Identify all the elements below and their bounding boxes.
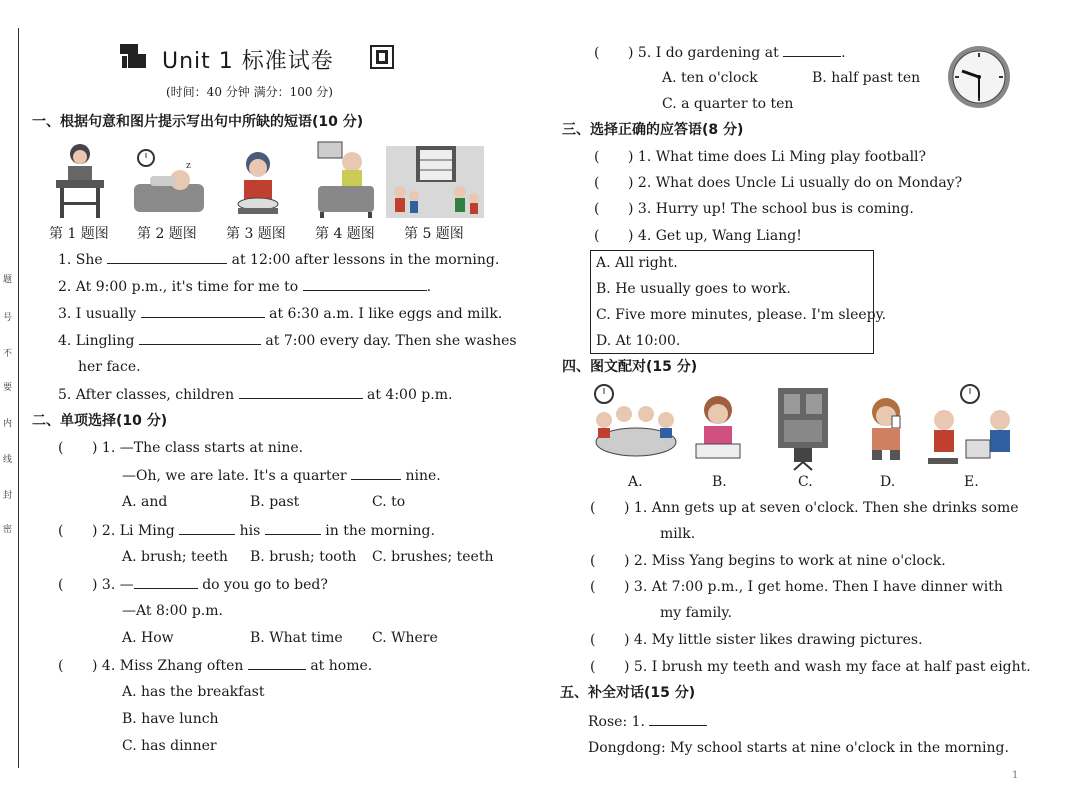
s2-question-3-reply: —At 8:00 p.m. — [122, 603, 223, 619]
binding-line — [18, 28, 19, 768]
exam-icon — [370, 45, 394, 69]
s4-question-1-cont: milk. — [660, 526, 696, 542]
children-playing-picture — [386, 146, 484, 218]
office-worker-picture — [774, 386, 832, 472]
answer-blank[interactable] — [139, 331, 261, 345]
answer-blank[interactable] — [134, 575, 198, 589]
s2-question-4: ( ) 4. Miss Zhang often at home. — [58, 658, 373, 674]
caption-2: 第 2 题图 — [137, 226, 197, 242]
option[interactable]: C. has dinner — [122, 738, 217, 754]
s3-question-3: ( ) 3. Hurry up! The school bus is coming. — [594, 201, 914, 217]
s4-question-5: ( ) 5. I brush my teeth and wash my face at half past eight. — [590, 659, 1031, 675]
picture-letter: A. — [628, 474, 643, 490]
s1-question-4-cont: her face. — [78, 359, 141, 375]
answer-blank[interactable] — [248, 656, 306, 670]
s2-question-5: ( ) 5. I do gardening at . — [594, 45, 846, 61]
section5-heading: 五、补全对话(15 分) — [560, 685, 696, 701]
picture-letter: C. — [798, 474, 813, 490]
margin-char: 号 — [3, 313, 13, 323]
option[interactable]: C. to — [372, 494, 406, 510]
s3-question-1: ( ) 1. What time does Li Ming play football? — [594, 149, 927, 165]
option[interactable]: B. What time — [250, 630, 343, 646]
option[interactable]: B. past — [250, 494, 300, 510]
caption-3: 第 3 题图 — [226, 226, 286, 242]
answer-option: B. He usually goes to work. — [596, 281, 791, 297]
dialogue-line-1: Rose: 1. — [588, 712, 707, 731]
option[interactable]: B. half past ten — [812, 70, 921, 86]
s1-question-5: 5. After classes, children at 4:00 p.m. — [58, 387, 453, 403]
s2-question-1-reply: —Oh, we are late. It's a quarter nine. — [122, 468, 441, 484]
margin-char: 要 — [3, 383, 13, 393]
picture-letter: D. — [880, 474, 896, 490]
option[interactable]: A. has the breakfast — [122, 684, 265, 700]
margin-char: 内 — [3, 419, 13, 429]
answer-blank[interactable] — [141, 304, 265, 318]
answer-blank[interactable] — [783, 43, 841, 57]
s2-question-1: ( ) 1. —The class starts at nine. — [58, 440, 304, 456]
answer-option: A. All right. — [596, 255, 678, 271]
caption-1: 第 1 题图 — [49, 226, 109, 242]
getting-up-picture — [316, 140, 378, 220]
option[interactable]: A. brush; teeth — [122, 549, 228, 565]
option[interactable]: B. have lunch — [122, 711, 219, 727]
s4-question-2: ( ) 2. Miss Yang begins to work at nine o'clock. — [590, 553, 946, 569]
svg-text:z: z — [186, 161, 191, 171]
girl-at-desk-picture — [52, 140, 108, 220]
option[interactable]: A. How — [122, 630, 174, 646]
answer-option: C. Five more minutes, please. I'm sleepy. — [596, 307, 887, 323]
dialogue-line-2: Dongdong: My school starts at nine o'clock in the morning. — [588, 740, 1009, 756]
answer-blank[interactable] — [239, 385, 363, 399]
answer-blank[interactable] — [107, 250, 227, 264]
page-number: 1 — [1012, 770, 1019, 781]
boy-eating-picture — [232, 148, 284, 220]
unit-logo-icon — [120, 44, 146, 70]
s4-question-3: ( ) 3. At 7:00 p.m., I get home. Then I have dinner with — [590, 579, 1003, 595]
picture-letter: E. — [964, 474, 979, 490]
brushing-teeth-picture — [926, 384, 1020, 466]
s4-question-3-cont: my family. — [660, 605, 732, 621]
s1-question-4: 4. Lingling at 7:00 every day. Then she washes — [58, 333, 517, 349]
answer-blank[interactable] — [303, 277, 427, 291]
s1-question-3: 3. I usually at 6:30 a.m. I like eggs and milk. — [58, 306, 503, 322]
clock-icon — [946, 44, 1012, 110]
option[interactable]: B. brush; tooth — [250, 549, 357, 565]
option[interactable]: A. ten o'clock — [662, 70, 758, 86]
s2-question-2: ( ) 2. Li Ming his in the morning. — [58, 523, 435, 539]
answer-blank[interactable] — [649, 712, 707, 726]
option[interactable]: C. brushes; teeth — [372, 549, 494, 565]
picture-letter: B. — [712, 474, 727, 490]
s3-question-4: ( ) 4. Get up, Wang Liang! — [594, 228, 802, 244]
girl-drawing-picture — [694, 392, 744, 466]
margin-char: 线 — [3, 455, 13, 465]
s4-question-4: ( ) 4. My little sister likes drawing pictures. — [590, 632, 923, 648]
caption-4: 第 4 题图 — [315, 226, 375, 242]
margin-char: 密 — [3, 525, 13, 535]
page-subtitle: (时间：40 分钟 满分：100 分) — [166, 85, 333, 99]
s1-question-2: 2. At 9:00 p.m., it's time for me to . — [58, 279, 432, 295]
margin-char: 封 — [3, 491, 13, 501]
option[interactable]: C. a quarter to ten — [662, 96, 794, 112]
section3-heading: 三、选择正确的应答语(8 分) — [562, 122, 744, 138]
section4-heading: 四、图文配对(15 分) — [562, 359, 698, 375]
section1-heading: 一、根据句意和图片提示写出句中所缺的短语(10 分) — [32, 114, 364, 130]
page-title: Unit 1 标准试卷 — [162, 49, 334, 74]
answer-blank[interactable] — [351, 466, 401, 480]
answer-blank[interactable] — [265, 521, 321, 535]
option[interactable]: C. Where — [372, 630, 438, 646]
s4-question-1: ( ) 1. Ann gets up at seven o'clock. Then she drinks some — [590, 500, 1019, 516]
margin-char: 题 — [3, 275, 13, 285]
sleeping-in-bed-picture — [130, 146, 208, 220]
girl-drinking-picture — [864, 396, 910, 462]
caption-5: 第 5 题图 — [404, 226, 464, 242]
section2-heading: 二、单项选择(10 分) — [32, 413, 168, 429]
margin-char: 不 — [3, 349, 13, 359]
s1-question-1: 1. She at 12:00 after lessons in the morning. — [58, 252, 500, 268]
s3-question-2: ( ) 2. What does Uncle Li usually do on Monday? — [594, 175, 963, 191]
answer-blank[interactable] — [179, 521, 235, 535]
s2-question-3: ( ) 3. — do you go to bed? — [58, 577, 328, 593]
option[interactable]: A. and — [122, 494, 168, 510]
family-dinner-picture — [590, 384, 680, 470]
answer-option: D. At 10:00. — [596, 333, 681, 349]
